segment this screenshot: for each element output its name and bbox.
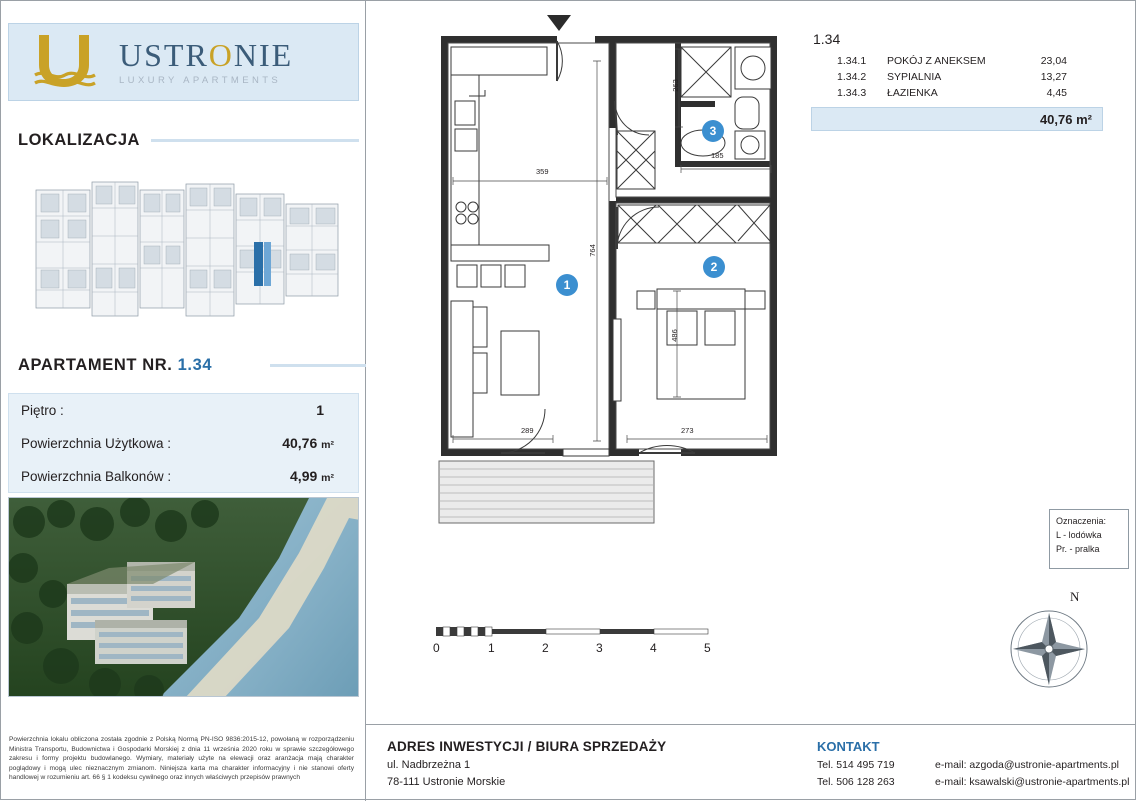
- info-value-number: 4,99: [290, 468, 318, 484]
- room-badge-3[interactable]: 3: [702, 120, 724, 142]
- scale-tick-3: 3: [596, 641, 603, 655]
- key-plan-diagram: [18, 164, 359, 339]
- footer-divider: [366, 724, 1136, 725]
- room-area: 4,45: [1046, 87, 1067, 99]
- info-key: Powierzchnia Balkonów :: [21, 469, 172, 484]
- scale-tick-2: 2: [542, 641, 549, 655]
- room-badge-1[interactable]: 1: [556, 274, 578, 296]
- legal-disclaimer: Powierzchnia lokalu obliczona została zgodnie z Polską Normą PN-ISO 9836:2015-12, powołaną w rozporządzeniu Ministra Transportu, Budownictwa i Gospodarki Morskiej z dnia 11 września 2020 roku w sprawie szczegółowego zakresu i formy projektu budowlanego. Wymiary, materiały użyte na elewacji oraz aranżacja mają charakter poglądowy i mogą ulec nieznacznym zmianom. Niniejsza karta ma charakter informacyjny i nie stanowi oferty handlowej w rozumieniu art. 66 § 1 kodeksu cywilnego oraz innych właściwych przepisów prawnych: [9, 736, 354, 782]
- footer: [387, 739, 1130, 793]
- info-value: [290, 468, 334, 484]
- keyplan-highlight-unit: [254, 242, 263, 286]
- info-row-balcony-area: [9, 460, 358, 493]
- info-value-unit: m²: [321, 472, 334, 484]
- dimension-label: 764: [587, 244, 597, 257]
- dimension-label: 359: [536, 167, 549, 176]
- scale-tick-4: 4: [650, 641, 657, 655]
- address-line-1: ul. Nadbrzeżna 1: [387, 759, 471, 771]
- total-area-value: 40,76 m²: [1039, 112, 1092, 127]
- apartment-floor-plan: [381, 1, 801, 721]
- legend-item-washer: Pr. - pralka: [1056, 543, 1100, 554]
- dimension-label: 273: [681, 426, 694, 435]
- table-row: [811, 69, 1103, 85]
- dimension-label: 263: [670, 79, 680, 92]
- legend-box: [1049, 509, 1129, 569]
- scale-tick-5: 5: [704, 641, 711, 655]
- scale-tick-0: 0: [433, 641, 440, 655]
- info-value: [282, 435, 334, 451]
- brand-logo: [8, 23, 359, 101]
- compass-rose-icon: [996, 581, 1106, 706]
- svg-text:N: N: [1070, 589, 1080, 604]
- contact-title: KONTAKT: [817, 739, 880, 754]
- info-value-unit: m²: [321, 439, 334, 451]
- contact-row: [817, 759, 1136, 771]
- apartment-label: APARTAMENT NR.: [18, 356, 173, 374]
- room-schedule-title: 1.34: [813, 31, 841, 47]
- entry-arrow-icon: [547, 15, 571, 31]
- contact-row: [817, 776, 1136, 788]
- scale-bar: [431, 621, 741, 671]
- room-name: SYPIALNIA: [887, 71, 942, 83]
- dimension-label: 185: [711, 151, 724, 160]
- room-badge-2[interactable]: 2: [703, 256, 725, 278]
- info-key: Powierzchnia Użytkowa :: [21, 436, 172, 451]
- legend-item-fridge: L - lodówka: [1056, 529, 1102, 540]
- scale-tick-1: 1: [488, 641, 495, 655]
- contact-phone[interactable]: Tel. 506 128 263: [817, 776, 895, 788]
- apartment-number: 1.34: [177, 356, 213, 374]
- localization-title: LOKALIZACJA: [18, 131, 140, 149]
- table-row: [811, 85, 1103, 101]
- room-area: 13,27: [1040, 71, 1067, 83]
- development-aerial-photo: [8, 497, 359, 697]
- logo-u-icon: [31, 31, 109, 93]
- room-area: 23,04: [1040, 55, 1067, 67]
- room-schedule: [811, 31, 1103, 131]
- contact-block: [817, 739, 1136, 788]
- dimension-label: 486: [669, 329, 679, 342]
- room-name: ŁAZIENKA: [887, 87, 938, 99]
- contact-email[interactable]: e-mail: azgoda@ustronie-apartments.pl: [935, 759, 1119, 771]
- brand-tagline: LUXURY APARTMENTS: [119, 74, 282, 86]
- info-value-number: 40,76: [282, 435, 318, 451]
- table-row: [811, 53, 1103, 69]
- brand-name: USTRONIE: [119, 36, 294, 73]
- address-title: ADRES INWESTYCJI / BIURA SPRZEDAŻY: [387, 739, 667, 754]
- address-line-2: 78-111 Ustronie Morskie: [387, 776, 506, 788]
- apartment-header: [8, 353, 359, 385]
- total-area-bar: [811, 107, 1103, 131]
- room-code: 1.34.1: [837, 55, 867, 67]
- room-code: 1.34.3: [837, 87, 867, 99]
- contact-phone[interactable]: Tel. 514 495 719: [817, 759, 895, 771]
- info-row-floor: [9, 394, 358, 427]
- legend-title: Oznaczenia:: [1056, 516, 1107, 526]
- room-name: POKÓJ Z ANEKSEM: [887, 55, 986, 67]
- info-row-usable-area: [9, 427, 358, 460]
- contact-email[interactable]: e-mail: ksawalski@ustronie-apartments.pl: [935, 776, 1130, 788]
- title-rule: [151, 139, 359, 142]
- room-code: 1.34.2: [837, 71, 867, 83]
- info-value: 1: [316, 402, 324, 418]
- apartment-info-box: [8, 393, 359, 493]
- apartment-rule: [270, 364, 366, 367]
- sidebar: [1, 1, 366, 801]
- info-key: Piętro :: [21, 403, 64, 418]
- dimension-label: 289: [521, 426, 534, 435]
